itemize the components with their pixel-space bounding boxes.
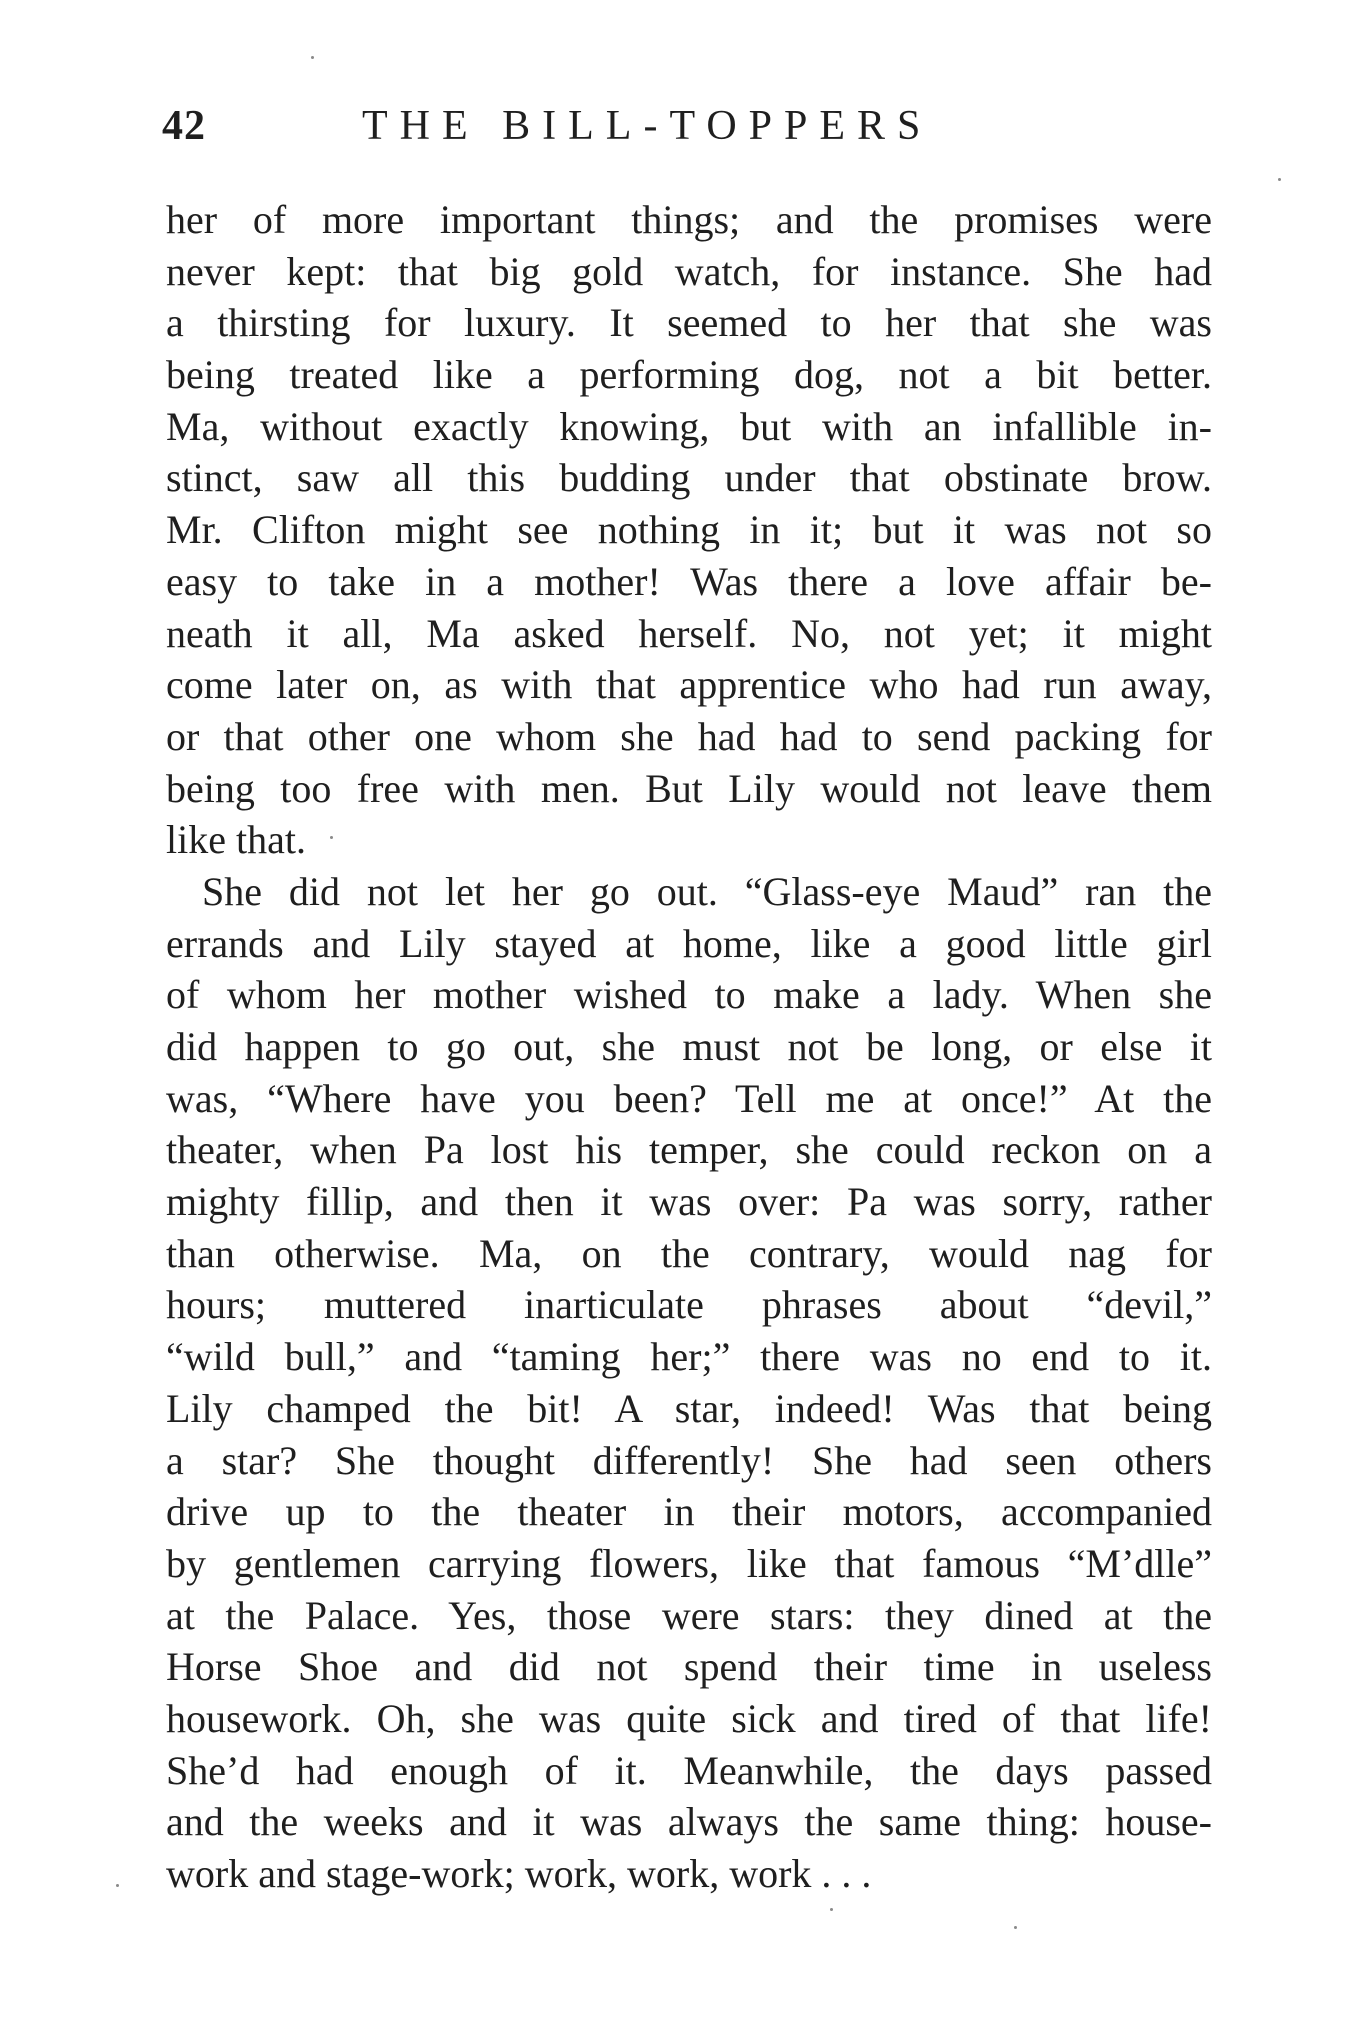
text-line: She’d had enough of it. Meanwhile, the days passed <box>166 1747 1212 1793</box>
text-line: being too free with men. But Lily would not leave them <box>166 765 1212 811</box>
text-line: come later on, as with that apprentice who had run away, <box>166 662 1212 708</box>
paper-speck <box>330 836 333 839</box>
paragraph <box>166 866 1212 1900</box>
text-line: like that. <box>166 817 306 863</box>
text-line: her of more important things; and the promises were <box>166 197 1212 242</box>
text-line: housework. Oh, she was quite sick and tired of that life! <box>166 1695 1212 1741</box>
text-line: or that other one whom she had had to send packing for <box>166 713 1212 759</box>
text-line: mighty fillip, and then it was over: Pa was sorry, rather <box>166 1179 1212 1225</box>
text-line: a star? She thought differently! She had seen others <box>166 1437 1212 1483</box>
running-title: THE BILL-TOPPERS <box>362 103 933 149</box>
text-line: errands and Lily stayed at home, like a good little girl <box>166 920 1212 966</box>
text-line: hours; muttered inarticulate phrases about “devil,” <box>166 1282 1212 1328</box>
text-line: a thirsting for luxury. It seemed to her that she was <box>166 300 1212 346</box>
page-number: 42 <box>162 103 206 149</box>
text-line: easy to take in a mother! Was there a love affair be- <box>166 558 1212 604</box>
text-line: Ma, without exactly knowing, but with an infallible in- <box>166 403 1212 449</box>
text-line: being treated like a performing dog, not a bit better. <box>166 352 1212 398</box>
text-line: neath it all, Ma asked herself. No, not yet; it might <box>166 610 1212 656</box>
text-line: Mr. Clifton might see nothing in it; but it was not so <box>166 507 1212 553</box>
text-line: of whom her mother wished to make a lady. When she <box>166 972 1212 1018</box>
paper-speck <box>830 1908 833 1911</box>
text-line: drive up to the theater in their motors, accompanied <box>166 1489 1212 1535</box>
paper-speck <box>311 56 314 59</box>
text-line: “wild bull,” and “taming her;” there was no end to it. <box>166 1334 1212 1380</box>
text-line: Horse Shoe and did not spend their time in useless <box>166 1644 1212 1690</box>
body-text <box>166 194 1212 1900</box>
paper-speck <box>116 1884 119 1887</box>
text-line: never kept: that big gold watch, for instance. She had <box>166 248 1212 294</box>
text-line: work and stage-work; work, work, work . . . <box>166 1851 872 1896</box>
text-line: Lily champed the bit! A star, indeed! Was that being <box>166 1385 1212 1431</box>
text-line: and the weeks and it was always the same thing: house- <box>166 1799 1212 1845</box>
text-line: was, “Where have you been? Tell me at once!” At the <box>166 1075 1212 1121</box>
text-line: than otherwise. Ma, on the contrary, would nag for <box>166 1230 1212 1276</box>
page-header <box>162 96 1212 156</box>
text-line: by gentlemen carrying flowers, like that famous “M’dlle” <box>166 1540 1212 1586</box>
text-line: She did not let her go out. “Glass-eye Maud” ran the <box>202 868 1212 914</box>
paragraph <box>166 194 1212 866</box>
text-line: theater, when Pa lost his temper, she could reckon on a <box>166 1127 1212 1173</box>
text-line: at the Palace. Yes, those were stars: they dined at the <box>166 1592 1212 1638</box>
paper-speck <box>1278 178 1281 181</box>
text-line: did happen to go out, she must not be long, or else it <box>166 1024 1212 1069</box>
text-line: stinct, saw all this budding under that obstinate brow. <box>166 455 1212 501</box>
paper-speck <box>1014 1926 1017 1929</box>
